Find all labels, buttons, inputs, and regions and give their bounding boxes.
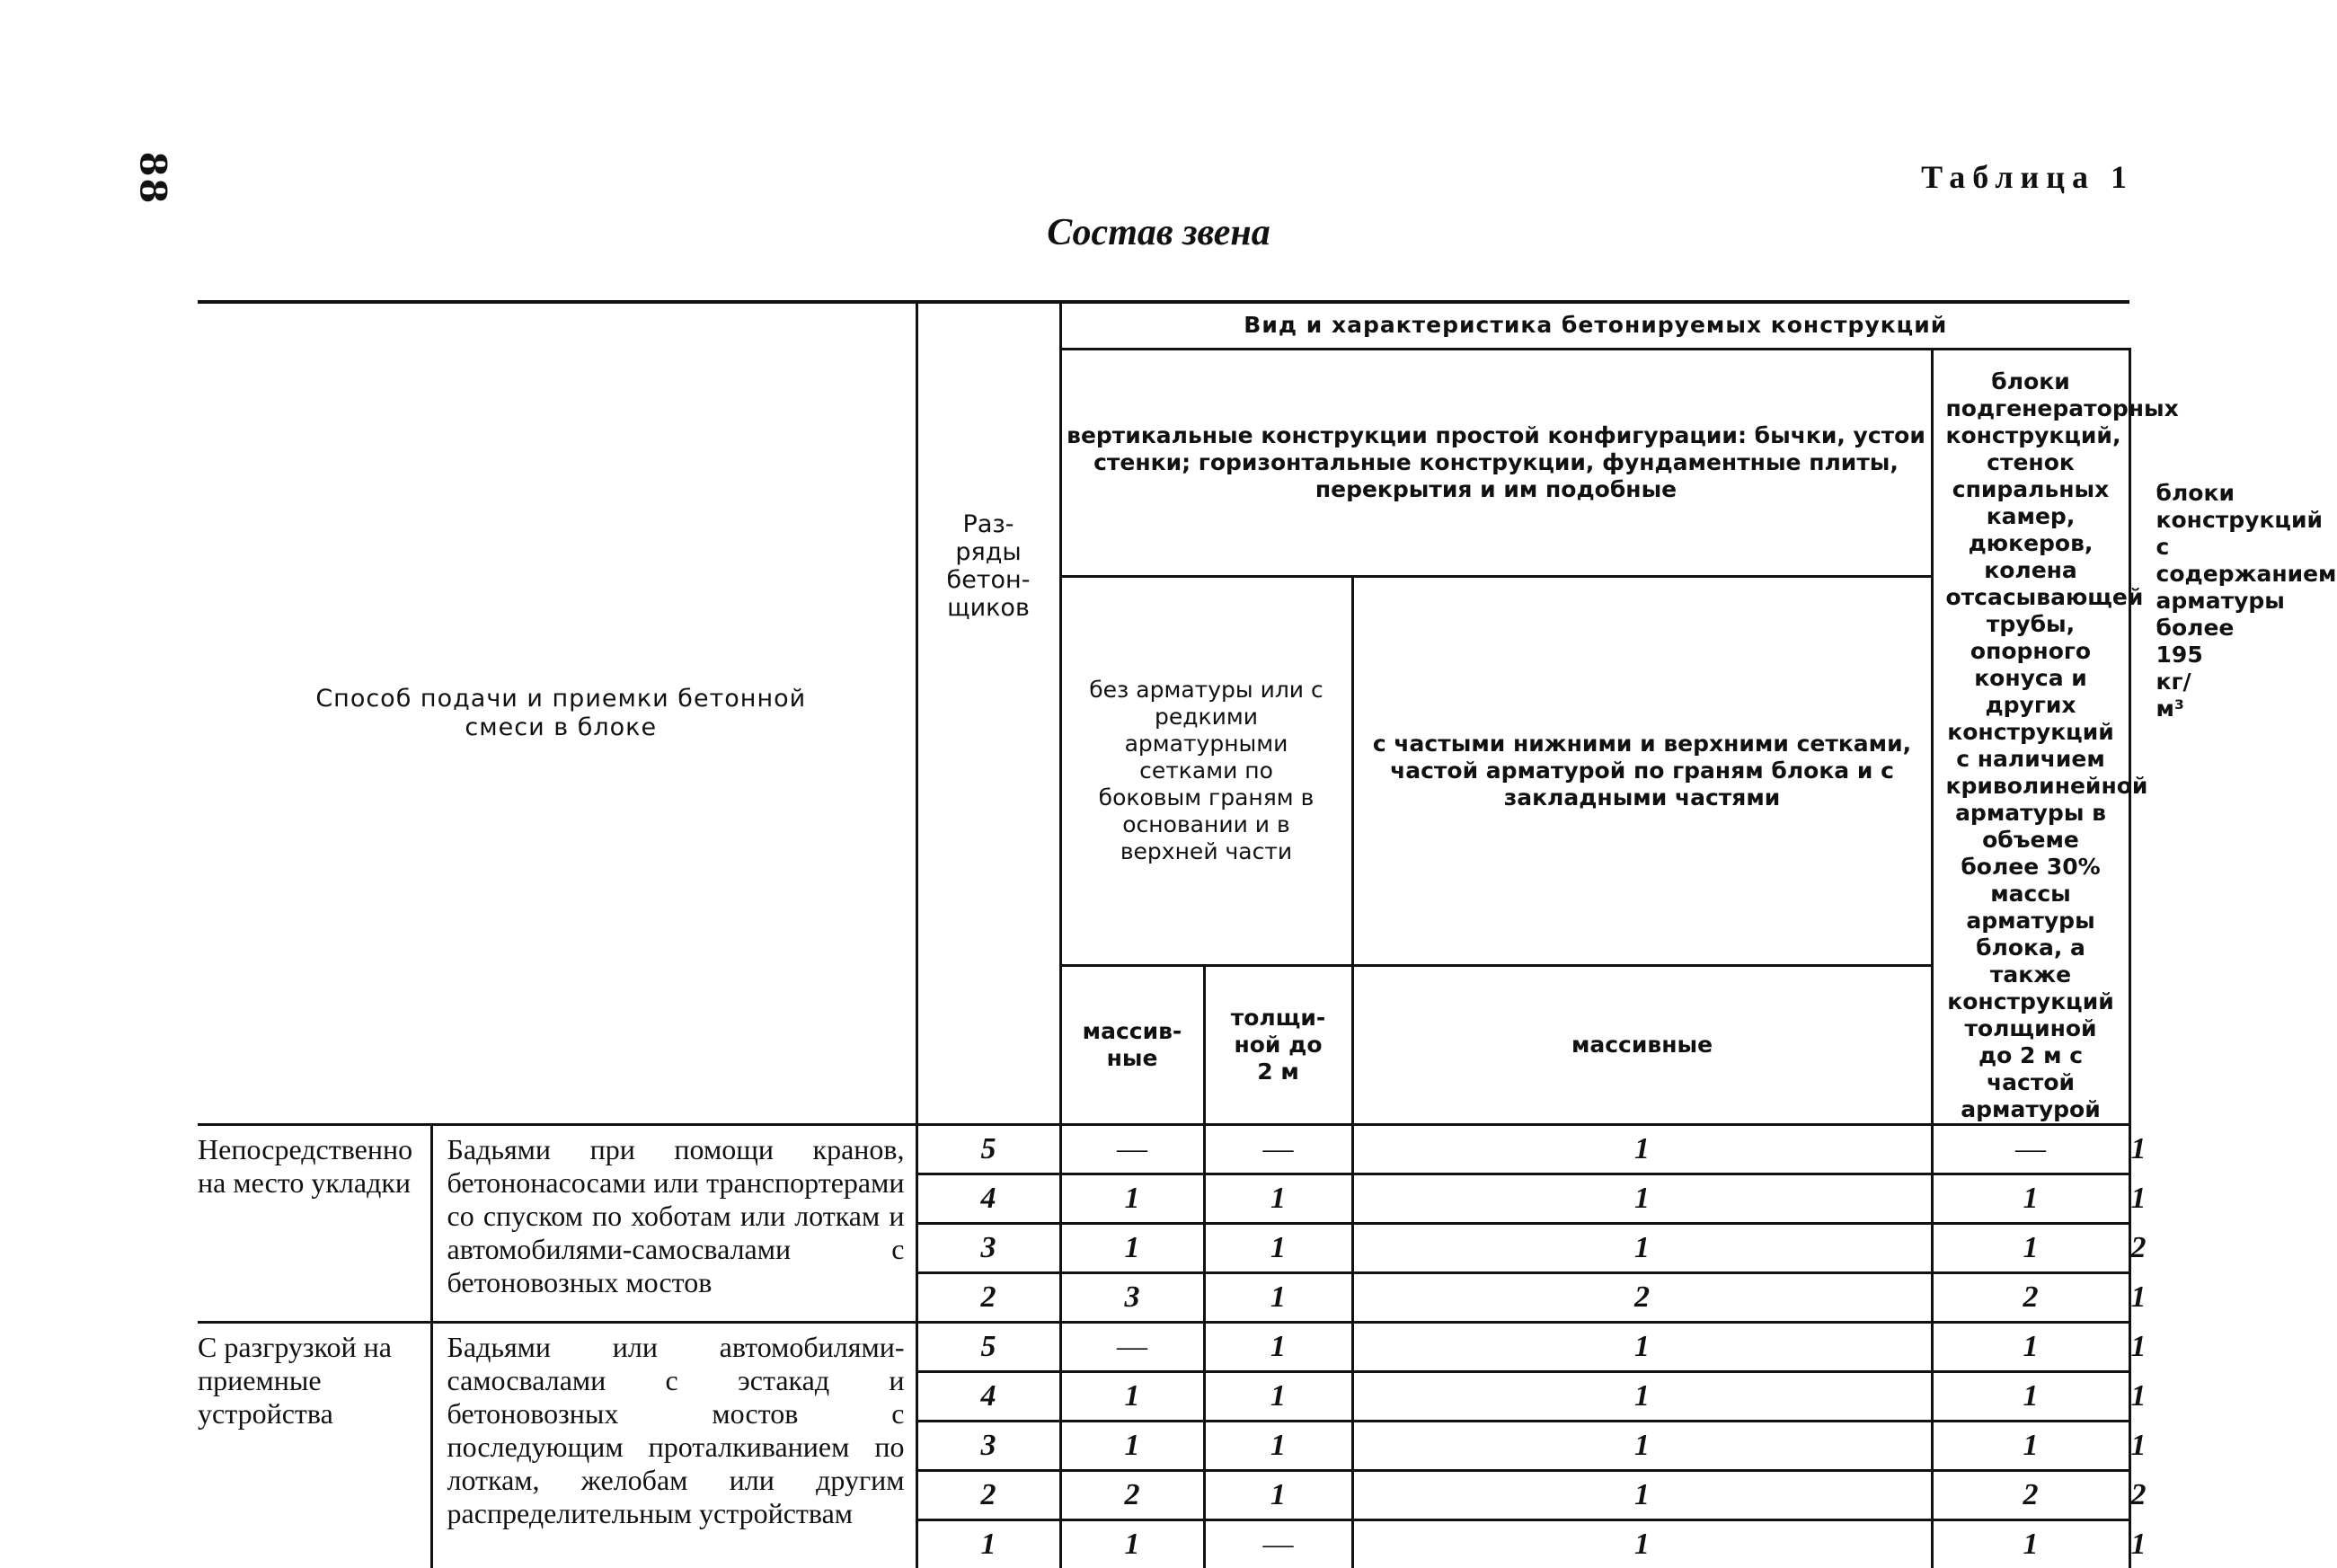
- value-cell: —: [1060, 1124, 1204, 1174]
- group-place: Непосредственно на место укладки: [198, 1124, 431, 1322]
- value-cell: 1: [1352, 1124, 1932, 1174]
- value-cell: 1: [1352, 1371, 1932, 1421]
- value-cell: 1: [1204, 1421, 1352, 1470]
- value-cell: 1: [1932, 1174, 2129, 1223]
- value-cell: 1: [1204, 1322, 1352, 1371]
- value-cell: 1: [1060, 1421, 1204, 1470]
- value-cell: 1: [1204, 1470, 1352, 1519]
- value-cell: 1: [1352, 1223, 1932, 1272]
- value-cell: 1: [1932, 1223, 2129, 1272]
- value-cell: —: [1932, 1124, 2129, 1174]
- header-no-reinforcement: без арматуры или с редкими арматурными сетками по боковым граням в основании и в верхней части: [1060, 576, 1352, 965]
- value-cell: 1: [1060, 1223, 1204, 1272]
- value-cell: 1: [1932, 1322, 2129, 1371]
- grade-cell: 4: [916, 1174, 1060, 1223]
- value-cell: —: [1204, 1519, 1352, 1568]
- value-cell: 1: [1352, 1421, 1932, 1470]
- value-cell: 1: [1060, 1519, 1204, 1568]
- value-cell: 1: [1204, 1174, 1352, 1223]
- value-cell: 2: [1352, 1272, 1932, 1322]
- value-cell: 1: [1932, 1421, 2129, 1470]
- value-cell: 1: [1204, 1272, 1352, 1322]
- value-cell: 1: [1060, 1174, 1204, 1223]
- header-massive-1: массив- ные: [1060, 966, 1204, 1124]
- value-cell: 1: [1204, 1371, 1352, 1421]
- value-cell: 1: [1352, 1322, 1932, 1371]
- value-cell: 1: [1932, 1519, 2129, 1568]
- header-massive-2: массивные: [1352, 966, 1932, 1124]
- value-cell: 2: [1932, 1272, 2129, 1322]
- page-number: 88: [131, 151, 174, 206]
- grade-cell: 2: [916, 1272, 1060, 1322]
- header-construction-type: Вид и характеристика бетонируемых конструкций: [1060, 302, 2129, 349]
- group-method: Бадьями или автомобилями-самосвалами с эстакад и бетоновозных мостов с последующим проталкиванием по лоткам, желобам или другим распределительным устройствам: [431, 1322, 916, 1568]
- group-method: Бадьями при помощи кранов, бетононасосами или транспортерами со спуском по хоботам или лоткам и автомобилями-самосвалами с бетоновозных мостов: [431, 1124, 916, 1322]
- header-method: Способ подачи и приемки бетонной смеси в блоке: [198, 302, 916, 1124]
- value-cell: 1: [1204, 1223, 1352, 1272]
- table-label: Таблица 1: [1921, 159, 2134, 195]
- grade-cell: 4: [916, 1371, 1060, 1421]
- grade-cell: 5: [916, 1124, 1060, 1174]
- header-vertical: вертикальные конструкции простой конфигурации: бычки, устои стенки; горизонтальные конструкции, фундаментные плиты, перекрытия и им подобные: [1060, 349, 1932, 576]
- value-cell: 1: [1932, 1371, 2129, 1421]
- value-cell: 3: [1060, 1272, 1204, 1322]
- value-cell: 1: [1060, 1371, 1204, 1421]
- value-cell: 2: [1932, 1470, 2129, 1519]
- grade-cell: 5: [916, 1322, 1060, 1371]
- grade-cell: 3: [916, 1421, 1060, 1470]
- value-cell: 1: [1352, 1174, 1932, 1223]
- grade-cell: 2: [916, 1470, 1060, 1519]
- grade-cell: 3: [916, 1223, 1060, 1272]
- header-thickness: толщи- ной до 2 м: [1204, 966, 1352, 1124]
- crew-composition-table: Способ подачи и приемки бетонной смеси в блоке Раз- ряды бетон- щиков Вид и характеристика бетонируемых конструкций вертикальные конструкции простой конфигурации: бычки, устои стенки; горизонтальные конструкции, фундаментные плиты, перекрытия и им подобные блоки подгенераторных конструкций, стенок спиральных камер, дюкеров, колена отсасывающей трубы, опорного конуса и других конструкций с наличием криволинейной арматуры в объеме более 30% массы арматуры блока, а также конструкций толщиной до 2 м с частой арматурой блоки конструкций с содержанием арматуры более 195 кг/м³ без арматуры или с редкими арматурными сетками по боковым граням в основании и в верхней части с частыми нижними и верхними сетками, частой арматурой по граням блока и с закладными частями массив- ные толщи- ной до 2 м массивные Непосредственно на место укладки Бадьями при помощи кранов, бетононасосами или транспортерами со спуском по хоботам или лоткам и автомобилями-самосвалами с бетоновозных мостов 5 — — 1 — 1 4 1 1 1 1 1 3 1 1 1 1 2 2 3 1 2 2 1 С разгрузкой на приемные устройства Бадьями или автомобилями-самосвалами с эстакад и бетоновозных мостов с последующим проталкиванием по лоткам, желобам или другим распределительным устройствам 5 — 1 1 1 1 4 1 1 1 1 1 3 1 1 1 1 1 2 2 1 1 2 2 1 1 — 1 1 1: [198, 300, 2129, 1568]
- value-cell: —: [1204, 1124, 1352, 1174]
- value-cell: 1: [1352, 1519, 1932, 1568]
- header-grades: Раз- ряды бетон- щиков: [916, 302, 1060, 1124]
- value-cell: —: [1060, 1322, 1204, 1371]
- header-subgenerator: блоки подгенераторных конструкций, стенок спиральных камер, дюкеров, колена отсасывающей трубы, опорного конуса и других конструкций с наличием криволинейной арматуры в объеме более 30% массы арматуры блока, а также конструкций толщиной до 2 м с частой арматурой: [1932, 349, 2129, 1124]
- group-place: С разгрузкой на приемные устройства: [198, 1322, 431, 1568]
- table-title: Состав звена: [1047, 212, 1270, 253]
- header-dense-mesh: с частыми нижними и верхними сетками, частой арматурой по граням блока и с закладными частями: [1352, 576, 1932, 965]
- grade-cell: 1: [916, 1519, 1060, 1568]
- value-cell: 1: [1352, 1470, 1932, 1519]
- value-cell: 2: [1060, 1470, 1204, 1519]
